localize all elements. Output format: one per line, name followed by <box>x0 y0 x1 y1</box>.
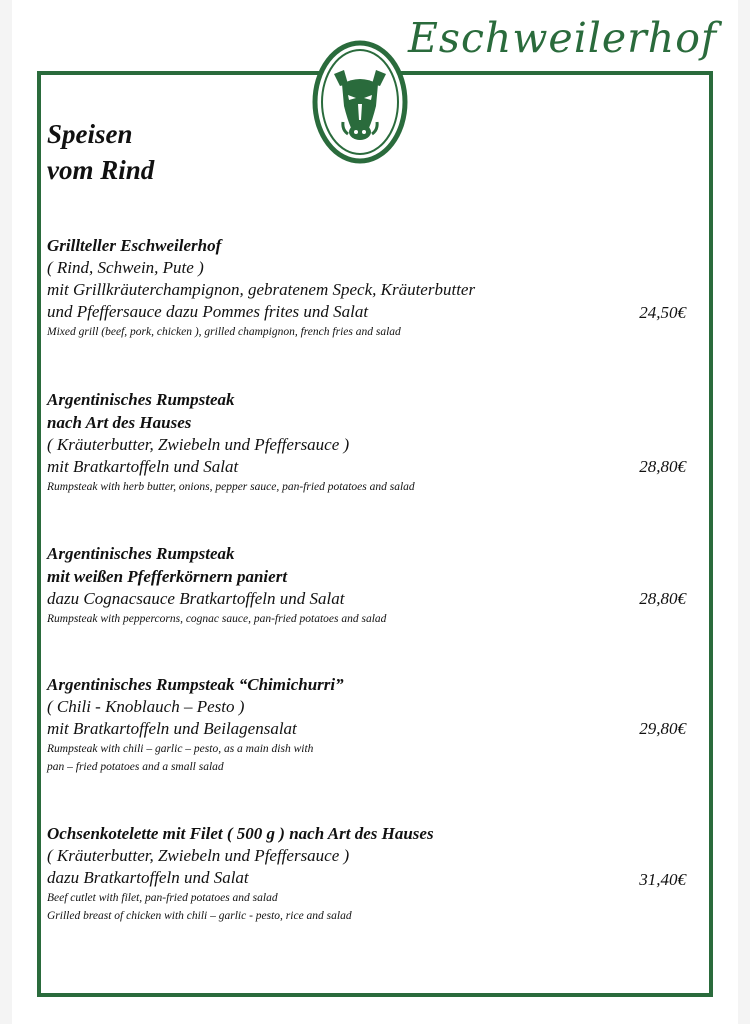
item-name: Argentinisches Rumpsteak “Chimichurri” <box>47 675 344 694</box>
item-price: 24,50€ <box>639 303 686 322</box>
boar-logo-icon <box>312 40 408 164</box>
item-english: Rumpsteak with peppercorns, cognac sauce, pan-fried potatoes and salad <box>47 613 387 625</box>
item-english: Rumpsteak with chili – garlic – pesto, as a main dish with <box>47 743 314 755</box>
item-desc: dazu Cognacsauce Bratkartoffeln und Salat <box>47 589 345 608</box>
item-name: Argentinisches Rumpsteak <box>47 544 235 563</box>
item-desc: ( Kräuterbutter, Zwiebeln und Pfeffersauce ) <box>47 435 350 454</box>
item-english: Rumpsteak with herb butter, onions, pepper sauce, pan-fried potatoes and salad <box>47 481 415 493</box>
item-name: Ochsenkotelette mit Filet ( 500 g ) nach Art des Hauses <box>47 824 434 843</box>
item-desc: mit Grillkräuterchampignon, gebratenem Speck, Kräuterbutter <box>47 280 476 299</box>
item-desc: ( Kräuterbutter, Zwiebeln und Pfeffersauce ) <box>47 846 350 865</box>
item-desc: dazu Bratkartoffeln und Salat <box>47 868 249 887</box>
menu-item <box>47 822 607 925</box>
item-desc: und Pfeffersauce dazu Pommes frites und Salat <box>47 302 369 321</box>
item-name: Grillteller Eschweilerhof <box>47 236 222 255</box>
brand-title: Eschweilerhof <box>408 14 718 62</box>
item-desc: ( Chili - Knoblauch – Pesto ) <box>47 697 245 716</box>
item-name: nach Art des Hauses <box>47 413 192 432</box>
item-english: Beef cutlet with filet, pan-fried potatoes and salad <box>47 892 278 904</box>
item-price: 28,80€ <box>639 457 686 476</box>
item-price: 29,80€ <box>639 719 686 738</box>
item-name: Argentinisches Rumpsteak <box>47 390 235 409</box>
item-desc: ( Rind, Schwein, Pute ) <box>47 258 204 277</box>
item-price: 31,40€ <box>639 870 686 889</box>
item-desc: mit Bratkartoffeln und Salat <box>47 457 239 476</box>
menu-item <box>47 388 607 496</box>
item-price: 28,80€ <box>639 589 686 608</box>
menu-item <box>47 542 607 628</box>
item-english: pan – fried potatoes and a small salad <box>47 761 224 773</box>
heading-line: Speisen <box>47 119 133 149</box>
menu-item <box>47 234 607 341</box>
item-name: mit weißen Pfefferkörnern paniert <box>47 567 288 586</box>
item-english: Grilled breast of chicken with chili – garlic - pesto, rice and salad <box>47 910 352 922</box>
menu-item <box>47 673 607 776</box>
item-desc: mit Bratkartoffeln und Beilagensalat <box>47 719 297 738</box>
section-heading <box>47 116 154 188</box>
item-english: Mixed grill (beef, pork, chicken ), grilled champignon, french fries and salad <box>47 326 401 338</box>
heading-line: vom Rind <box>47 155 155 185</box>
